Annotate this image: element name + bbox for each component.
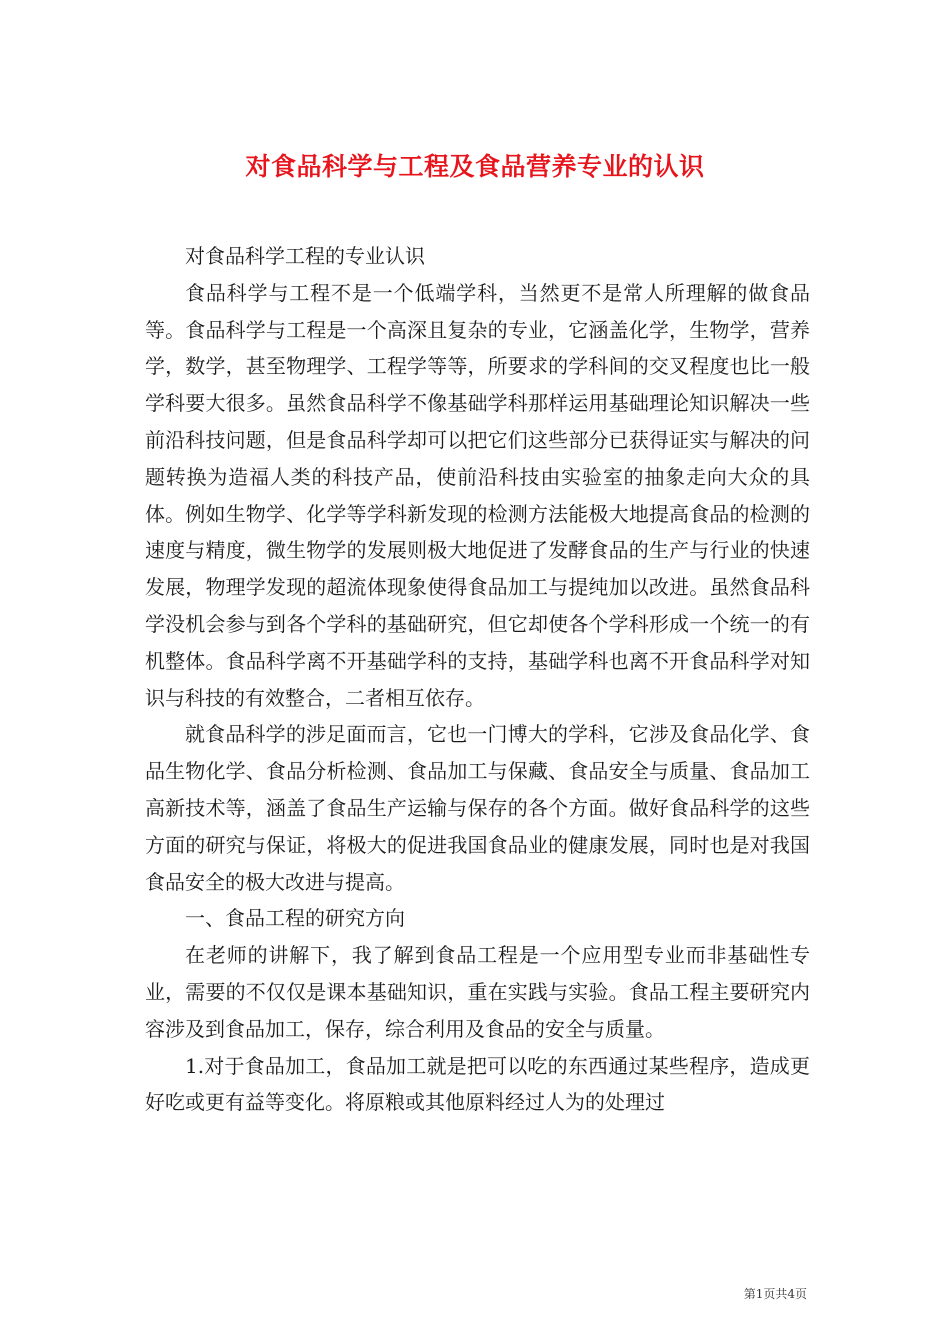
section-heading: 一、食品工程的研究方向 bbox=[185, 906, 405, 931]
paragraph: 就食品科学的涉足面而言，它也一门博大的学科，它涉及食品化学、食品生物化学、食品分析检测、食品加工与保藏、食品安全与质量、食品加工高新技术等，涵盖了食品生产运输与保存的各个方面。做好食品科学的这些方面的研究与保证，将极大的促进我国食品业的健康发展，同时也是对我国食品安全的极大改进与提高。 bbox=[145, 722, 810, 894]
page-number: 第1页共4页 bbox=[743, 1287, 807, 1301]
paragraph: 在老师的讲解下，我了解到食品工程是一个应用型专业而非基础性专业，需要的不仅仅是课本基础知识，重在实践与实验。食品工程主要研究内容涉及到食品加工，保存，综合利用及食品的安全与质量。 bbox=[145, 943, 810, 1041]
paragraph: 1.对于食品加工，食品加工就是把可以吃的东西通过某些程序，造成更好吃或更有益等变化。将原粮或其他原料经过人为的处理过 bbox=[145, 1053, 810, 1115]
section-heading: 对食品科学工程的专业认识 bbox=[185, 244, 425, 268]
document-title: 对食品科学与工程及食品营养专业的认识 bbox=[245, 151, 705, 181]
document-body bbox=[145, 238, 810, 1121]
paragraph: 食品科学与工程不是一个低端学科，当然更不是常人所理解的做食品等。食品科学与工程是一个高深且复杂的专业，它涵盖化学，生物学，营养学，数学，甚至物理学、工程学等等，所要求的学科间的交叉程度也比一般学科要大很多。虽然食品科学不像基础学科那样运用基础理论知识解决一些前沿科技问题，但是食品科学却可以把它们这些部分已获得证实与解决的问题转换为造福人类的科技产品，使前沿科技由实验室的抽象走向大众的具体。例如生物学、化学等学科新发现的检测方法能极大地提高食品的检测的速度与精度，微生物学的发展则极大地促进了发酵食品的生产与行业的快速发展，物理学发现的超流体现象使得食品加工与提纯加以改进。虽然食品科学没机会参与到各个学科的基础研究，但它却使各个学科形成一个统一的有机整体。食品科学离不开基础学科的支持，基础学科也离不开食品科学对知识与科技的有效整合，二者相互依存。 bbox=[145, 280, 810, 710]
